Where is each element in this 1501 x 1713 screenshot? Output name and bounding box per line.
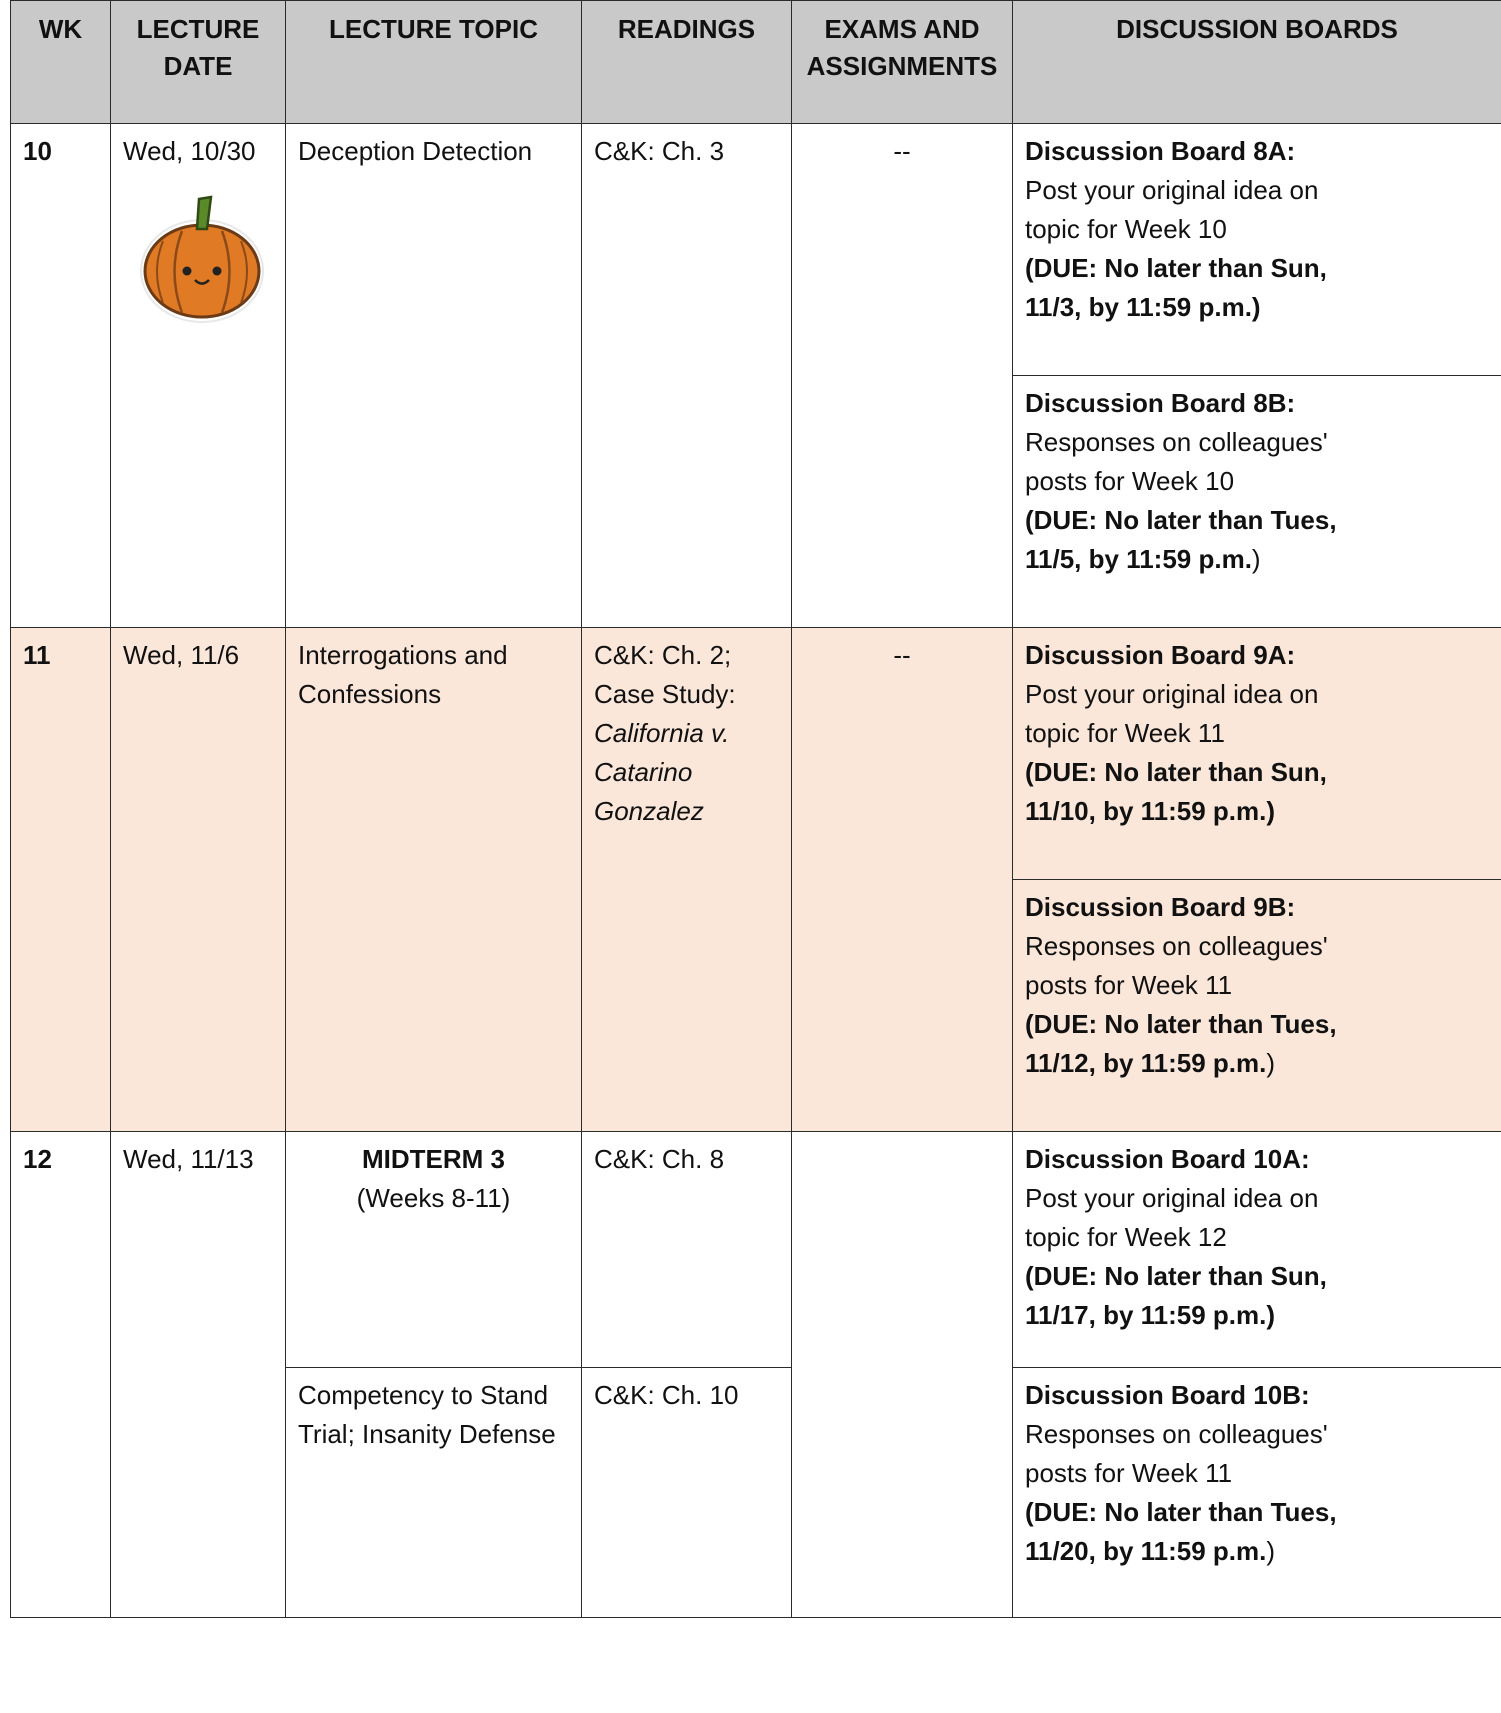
board-due-line: 11/10, by 11:59 p.m.) xyxy=(1025,796,1276,826)
board-due-line: 11/3, by 11:59 p.m.) xyxy=(1025,292,1261,322)
header-wk: WK xyxy=(11,1,111,124)
board-due-line: (DUE: No later than Sun, xyxy=(1025,253,1327,283)
board-desc-line: Responses on colleagues' xyxy=(1025,1419,1328,1449)
header-lecture-topic: LECTURE TOPIC xyxy=(286,1,582,124)
board-due-line: (DUE: No later than Tues, xyxy=(1025,1009,1337,1039)
board-due-line: 11/12, by 11:59 p.m. xyxy=(1025,1048,1267,1078)
week-number: 10 xyxy=(11,124,111,628)
board-due-line: (DUE: No later than Sun, xyxy=(1025,757,1327,787)
header-exams-assignments: EXAMS AND ASSIGNMENTS xyxy=(792,1,1013,124)
week-number: 11 xyxy=(11,628,111,1132)
discussion-board-10a xyxy=(1013,1132,1501,1368)
board-due-line: 11/5, by 11:59 p.m. xyxy=(1025,544,1252,574)
board-desc-line: topic for Week 10 xyxy=(1025,214,1227,244)
board-title: Discussion Board 8A: xyxy=(1025,136,1296,166)
week-10-row-a xyxy=(11,124,1501,376)
readings-case-name: California v. Catarino Gonzalez xyxy=(594,718,730,826)
exams-assignments: -- xyxy=(792,628,1013,1132)
readings-chapter: C&K: Ch. 2; xyxy=(594,640,732,670)
exams-assignments: -- xyxy=(792,124,1013,628)
lecture-topic-midterm xyxy=(286,1132,582,1368)
lecture-topic: Competency to Stand Trial; Insanity Defense xyxy=(286,1368,582,1618)
course-schedule-table xyxy=(10,0,1501,1618)
readings-case-label: Case Study: xyxy=(594,679,736,709)
board-desc-line: Responses on colleagues' xyxy=(1025,427,1328,457)
board-title: Discussion Board 9A: xyxy=(1025,640,1296,670)
lecture-date: Wed, 11/13 xyxy=(111,1132,286,1618)
header-row xyxy=(11,1,1501,124)
discussion-board-9b xyxy=(1013,880,1501,1132)
board-desc-line: topic for Week 11 xyxy=(1025,718,1225,748)
lecture-date: Wed, 11/6 xyxy=(111,628,286,1132)
pumpkin-icon xyxy=(137,191,267,323)
board-due-close: ) xyxy=(1251,544,1261,574)
board-desc-line: posts for Week 11 xyxy=(1025,970,1233,1000)
board-due-line: (DUE: No later than Tues, xyxy=(1025,505,1337,535)
week-11-row-a xyxy=(11,628,1501,880)
board-due-line: 11/17, by 11:59 p.m.) xyxy=(1025,1300,1276,1330)
board-desc-line: Post your original idea on xyxy=(1025,1183,1319,1213)
week-12-row-a xyxy=(11,1132,1501,1368)
board-desc-line: posts for Week 10 xyxy=(1025,466,1235,496)
board-desc-line: Post your original idea on xyxy=(1025,175,1319,205)
discussion-board-8b xyxy=(1013,376,1501,628)
readings: C&K: Ch. 10 xyxy=(582,1368,792,1618)
board-desc-line: Responses on colleagues' xyxy=(1025,931,1328,961)
board-due-close: ) xyxy=(1266,1048,1276,1078)
lecture-date-cell xyxy=(111,124,286,628)
board-desc-line: posts for Week 11 xyxy=(1025,1458,1233,1488)
board-due-line: (DUE: No later than Sun, xyxy=(1025,1261,1327,1291)
board-desc-line: Post your original idea on xyxy=(1025,679,1319,709)
header-discussion-boards: DISCUSSION BOARDS xyxy=(1013,1,1501,124)
board-due-close: ) xyxy=(1266,1536,1276,1566)
readings: C&K: Ch. 3 xyxy=(582,124,792,628)
lecture-topic: Interrogations and Confessions xyxy=(286,628,582,1132)
lecture-topic: Deception Detection xyxy=(286,124,582,628)
discussion-board-9a xyxy=(1013,628,1501,880)
readings-cell xyxy=(582,628,792,1132)
board-desc-line: topic for Week 12 xyxy=(1025,1222,1227,1252)
midterm-subtitle: (Weeks 8-11) xyxy=(356,1183,511,1213)
board-due-line: 11/20, by 11:59 p.m. xyxy=(1025,1536,1267,1566)
board-title: Discussion Board 10A: xyxy=(1025,1144,1310,1174)
board-title: Discussion Board 8B: xyxy=(1025,388,1296,418)
header-readings: READINGS xyxy=(582,1,792,124)
midterm-title: MIDTERM 3 xyxy=(362,1144,505,1174)
week-number: 12 xyxy=(11,1132,111,1618)
board-title: Discussion Board 10B: xyxy=(1025,1380,1310,1410)
board-due-line: (DUE: No later than Tues, xyxy=(1025,1497,1337,1527)
header-lecture-date: LECTURE DATE xyxy=(111,1,286,124)
readings: C&K: Ch. 8 xyxy=(582,1132,792,1368)
discussion-board-8a xyxy=(1013,124,1501,376)
exams-assignments xyxy=(792,1132,1013,1618)
board-title: Discussion Board 9B: xyxy=(1025,892,1296,922)
discussion-board-10b xyxy=(1013,1368,1501,1618)
lecture-date: Wed, 10/30 xyxy=(123,136,256,166)
